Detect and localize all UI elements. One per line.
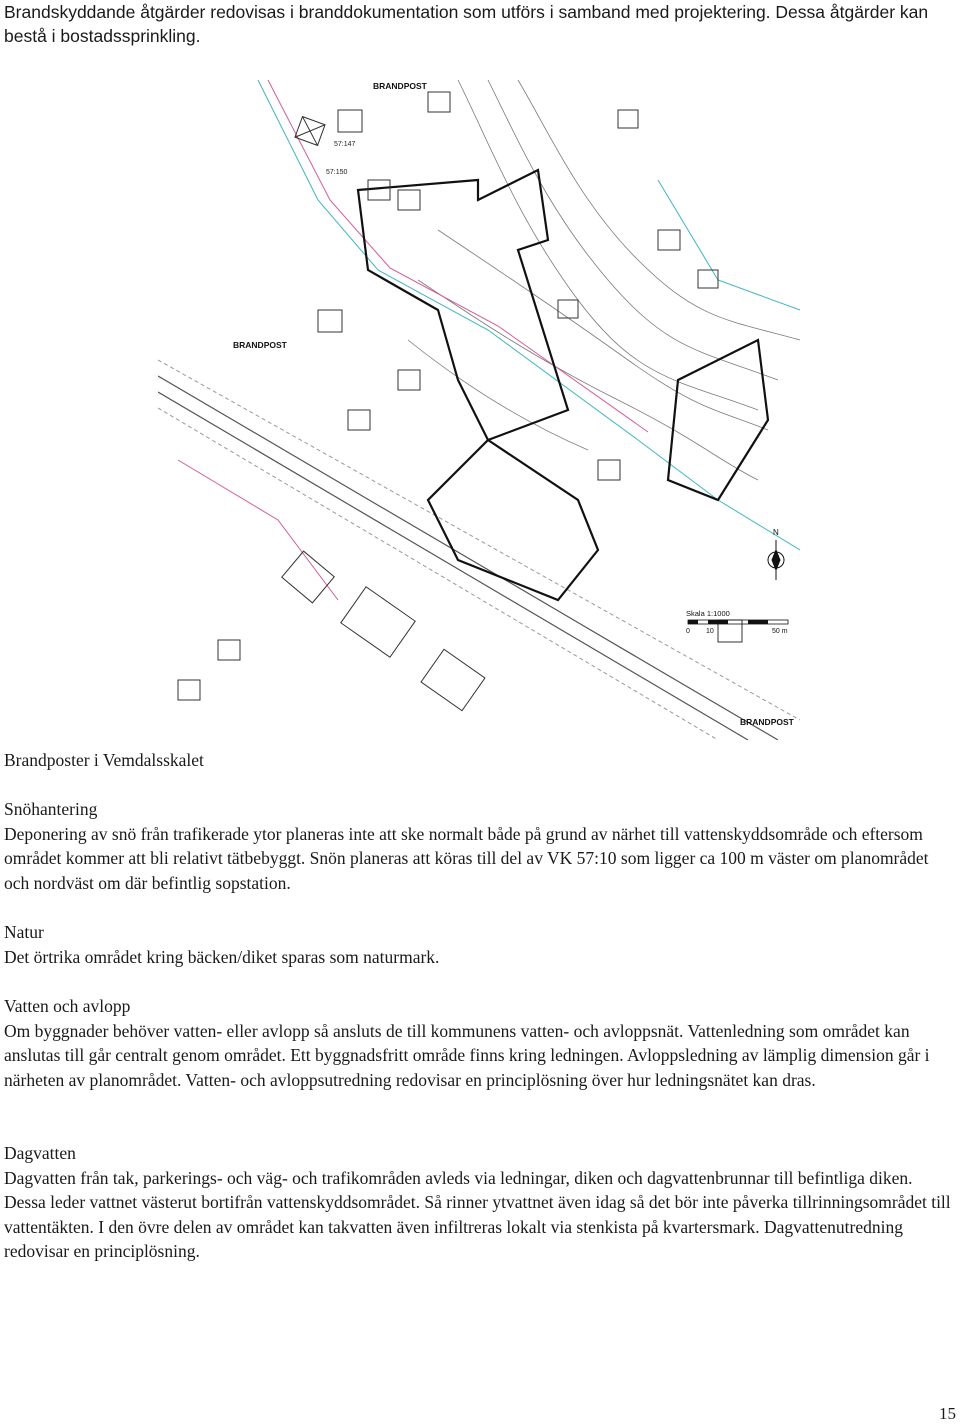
section-heading: Dagvatten bbox=[4, 1143, 76, 1163]
intro-paragraph: Brandskyddande åtgärder redovisas i branddokumentation som utförs i samband med projektering. Dessa åtgärder kan bestå i bostadssprinkling. bbox=[4, 2, 929, 46]
hydrant-label-top: BRANDPOST bbox=[373, 81, 427, 91]
section-heading: Snöhantering bbox=[4, 799, 98, 819]
section-dagvatten bbox=[4, 1141, 954, 1264]
page-number: 15 bbox=[939, 1404, 956, 1423]
parcel-label: 57:150 bbox=[326, 169, 348, 176]
section-heading: Vatten och avlopp bbox=[4, 996, 131, 1016]
north-label: N bbox=[773, 528, 779, 537]
scale-tick: 10 bbox=[706, 628, 714, 635]
parcel-labels bbox=[326, 141, 356, 176]
section-body: Dagvatten från tak, parkerings- och väg- och trafikområden avleds via ledningar, diken och dagvattenbrunnar till befintliga diken. Dessa leder vattnet västerut bortifrån vattenskyddsområdet. Så rinner ytvattnet även idag så det bör inte påverka tillrinningsområdet till vattentäkten. I den övre delen av området kan takvatten även infiltreras lokalt via stenkista på kvartersmark. Dagvattenutredning redovisar en principlösning. bbox=[4, 1167, 951, 1261]
scale-tick: 50 m bbox=[772, 628, 788, 635]
section-body: Det örtrika området kring bäcken/diket sparas som naturmark. bbox=[4, 946, 440, 967]
section-snohantering bbox=[4, 797, 954, 895]
section-body: Om byggnader behöver vatten- eller avlopp så ansluts de till kommunens vatten- och avloppsnät. Vattenledning som området kan anslutas till går centralt genom området. Ett byggnadsfritt område finns kring ledningen. Avloppsledning av lämplig dimension går i närheten av planområdet. Vatten- och avloppsutredning redovisar en principlösning över hur ledningsnätet kan dras. bbox=[4, 1020, 930, 1090]
hydrant-label-bottom: BRANDPOST bbox=[740, 717, 794, 727]
road bbox=[158, 360, 800, 740]
hydrant-label-left: BRANDPOST bbox=[233, 340, 287, 350]
north-arrow bbox=[768, 528, 784, 580]
scale-label: Skala 1:1000 bbox=[686, 609, 730, 618]
section-body: Deponering av snö från trafikerade ytor planeras inte att ske normalt både på grund av närhet till vattenskyddsområde och eftersom området kommer att bli relativt tätbebyggt. Snön planeras att köras till del av VK 57:10 som ligger ca 100 m väster om planområdet och nordväst om där befintlig sopstation. bbox=[4, 823, 929, 893]
scale-bar bbox=[686, 609, 788, 635]
section-heading: Natur bbox=[4, 922, 44, 942]
contour-lines bbox=[408, 80, 800, 480]
parcel-label: 57:147 bbox=[334, 141, 356, 148]
scale-tick: 0 bbox=[686, 628, 690, 635]
map-caption: Brandposter i Vemdalsskalet bbox=[4, 750, 204, 770]
section-natur bbox=[4, 920, 954, 969]
buildings bbox=[178, 92, 742, 711]
section-vatten-avlopp bbox=[4, 994, 954, 1092]
site-plan-map bbox=[158, 80, 800, 740]
